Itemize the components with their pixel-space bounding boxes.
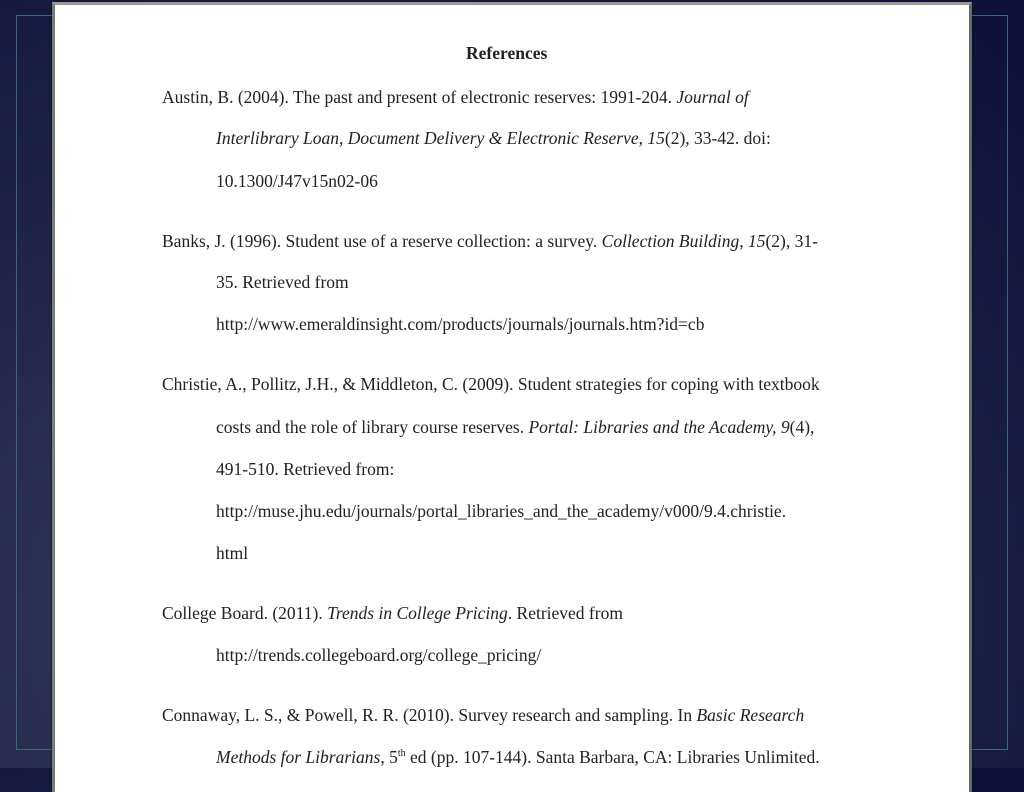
reference-line [216,417,814,437]
reference-line [216,501,786,521]
text-segment: (4), [789,417,815,437]
reference-line [216,747,820,767]
text-segment: Christie, A., Pollitz, J.H., & Middleton, C. (2009). Student strategies for coping with textbook [162,374,820,394]
text-segment: th [397,748,406,760]
reference-line [216,314,704,334]
reference-line [216,645,541,665]
text-segment: (2), 33-42. doi: [664,128,771,148]
text-segment: http://www.emeraldinsight.com/products/journals/journals.htm?id=cb [216,314,705,334]
reference-line [216,543,248,563]
text-segment: Banks, J. (1996). Student use of a reserve collection: a survey. [162,231,602,251]
text-segment: 35. Retrieved from [216,272,349,292]
reference-line [216,459,394,479]
text-segment: College Board. (2011). [162,603,328,623]
reference-line [162,87,749,107]
italic-text: Basic Research [696,705,805,725]
text-segment: , 5 [380,747,398,767]
italic-text: Interlibrary Loan, Document Delivery & Electronic Reserve, 15 [216,128,665,148]
text-segment: (2), 31- [765,231,818,251]
text-segment: 491-510. Retrieved from: [216,459,395,479]
reference-line [216,128,771,148]
text-segment: Austin, B. (2004). The past and present of electronic reserves: 1991-204. [162,87,677,107]
text-segment: html [216,543,249,563]
text-segment: . Retrieved from [507,603,623,623]
reference-line [216,171,378,191]
italic-text: Journal of [676,87,749,107]
italic-text: Portal: Libraries and the Academy, 9 [528,417,790,437]
text-segment: http://trends.collegeboard.org/college_pricing/ [216,645,542,665]
document-page [52,2,972,792]
text-segment: Connaway, L. S., & Powell, R. R. (2010). Survey research and sampling. In [162,705,697,725]
text-segment: costs and the role of library course reserves. [216,417,529,437]
reference-line [162,603,623,623]
italic-text: Methods for Librarians [216,747,381,767]
reference-line [216,272,349,292]
text-segment: ed (pp. 107-144). Santa Barbara, CA: Libraries Unlimited. [405,747,820,767]
reference-line [162,705,804,725]
references-heading: References [466,43,548,63]
reference-line [162,231,818,251]
text-segment: 10.1300/J47v15n02-06 [216,171,378,191]
text-segment: http://muse.jhu.edu/journals/portal_libraries_and_the_academy/v000/9.4.christie. [216,501,787,521]
reference-line [162,374,820,394]
italic-text: Trends in College Pricing [327,603,508,623]
italic-text: Collection Building, 15 [601,231,766,251]
